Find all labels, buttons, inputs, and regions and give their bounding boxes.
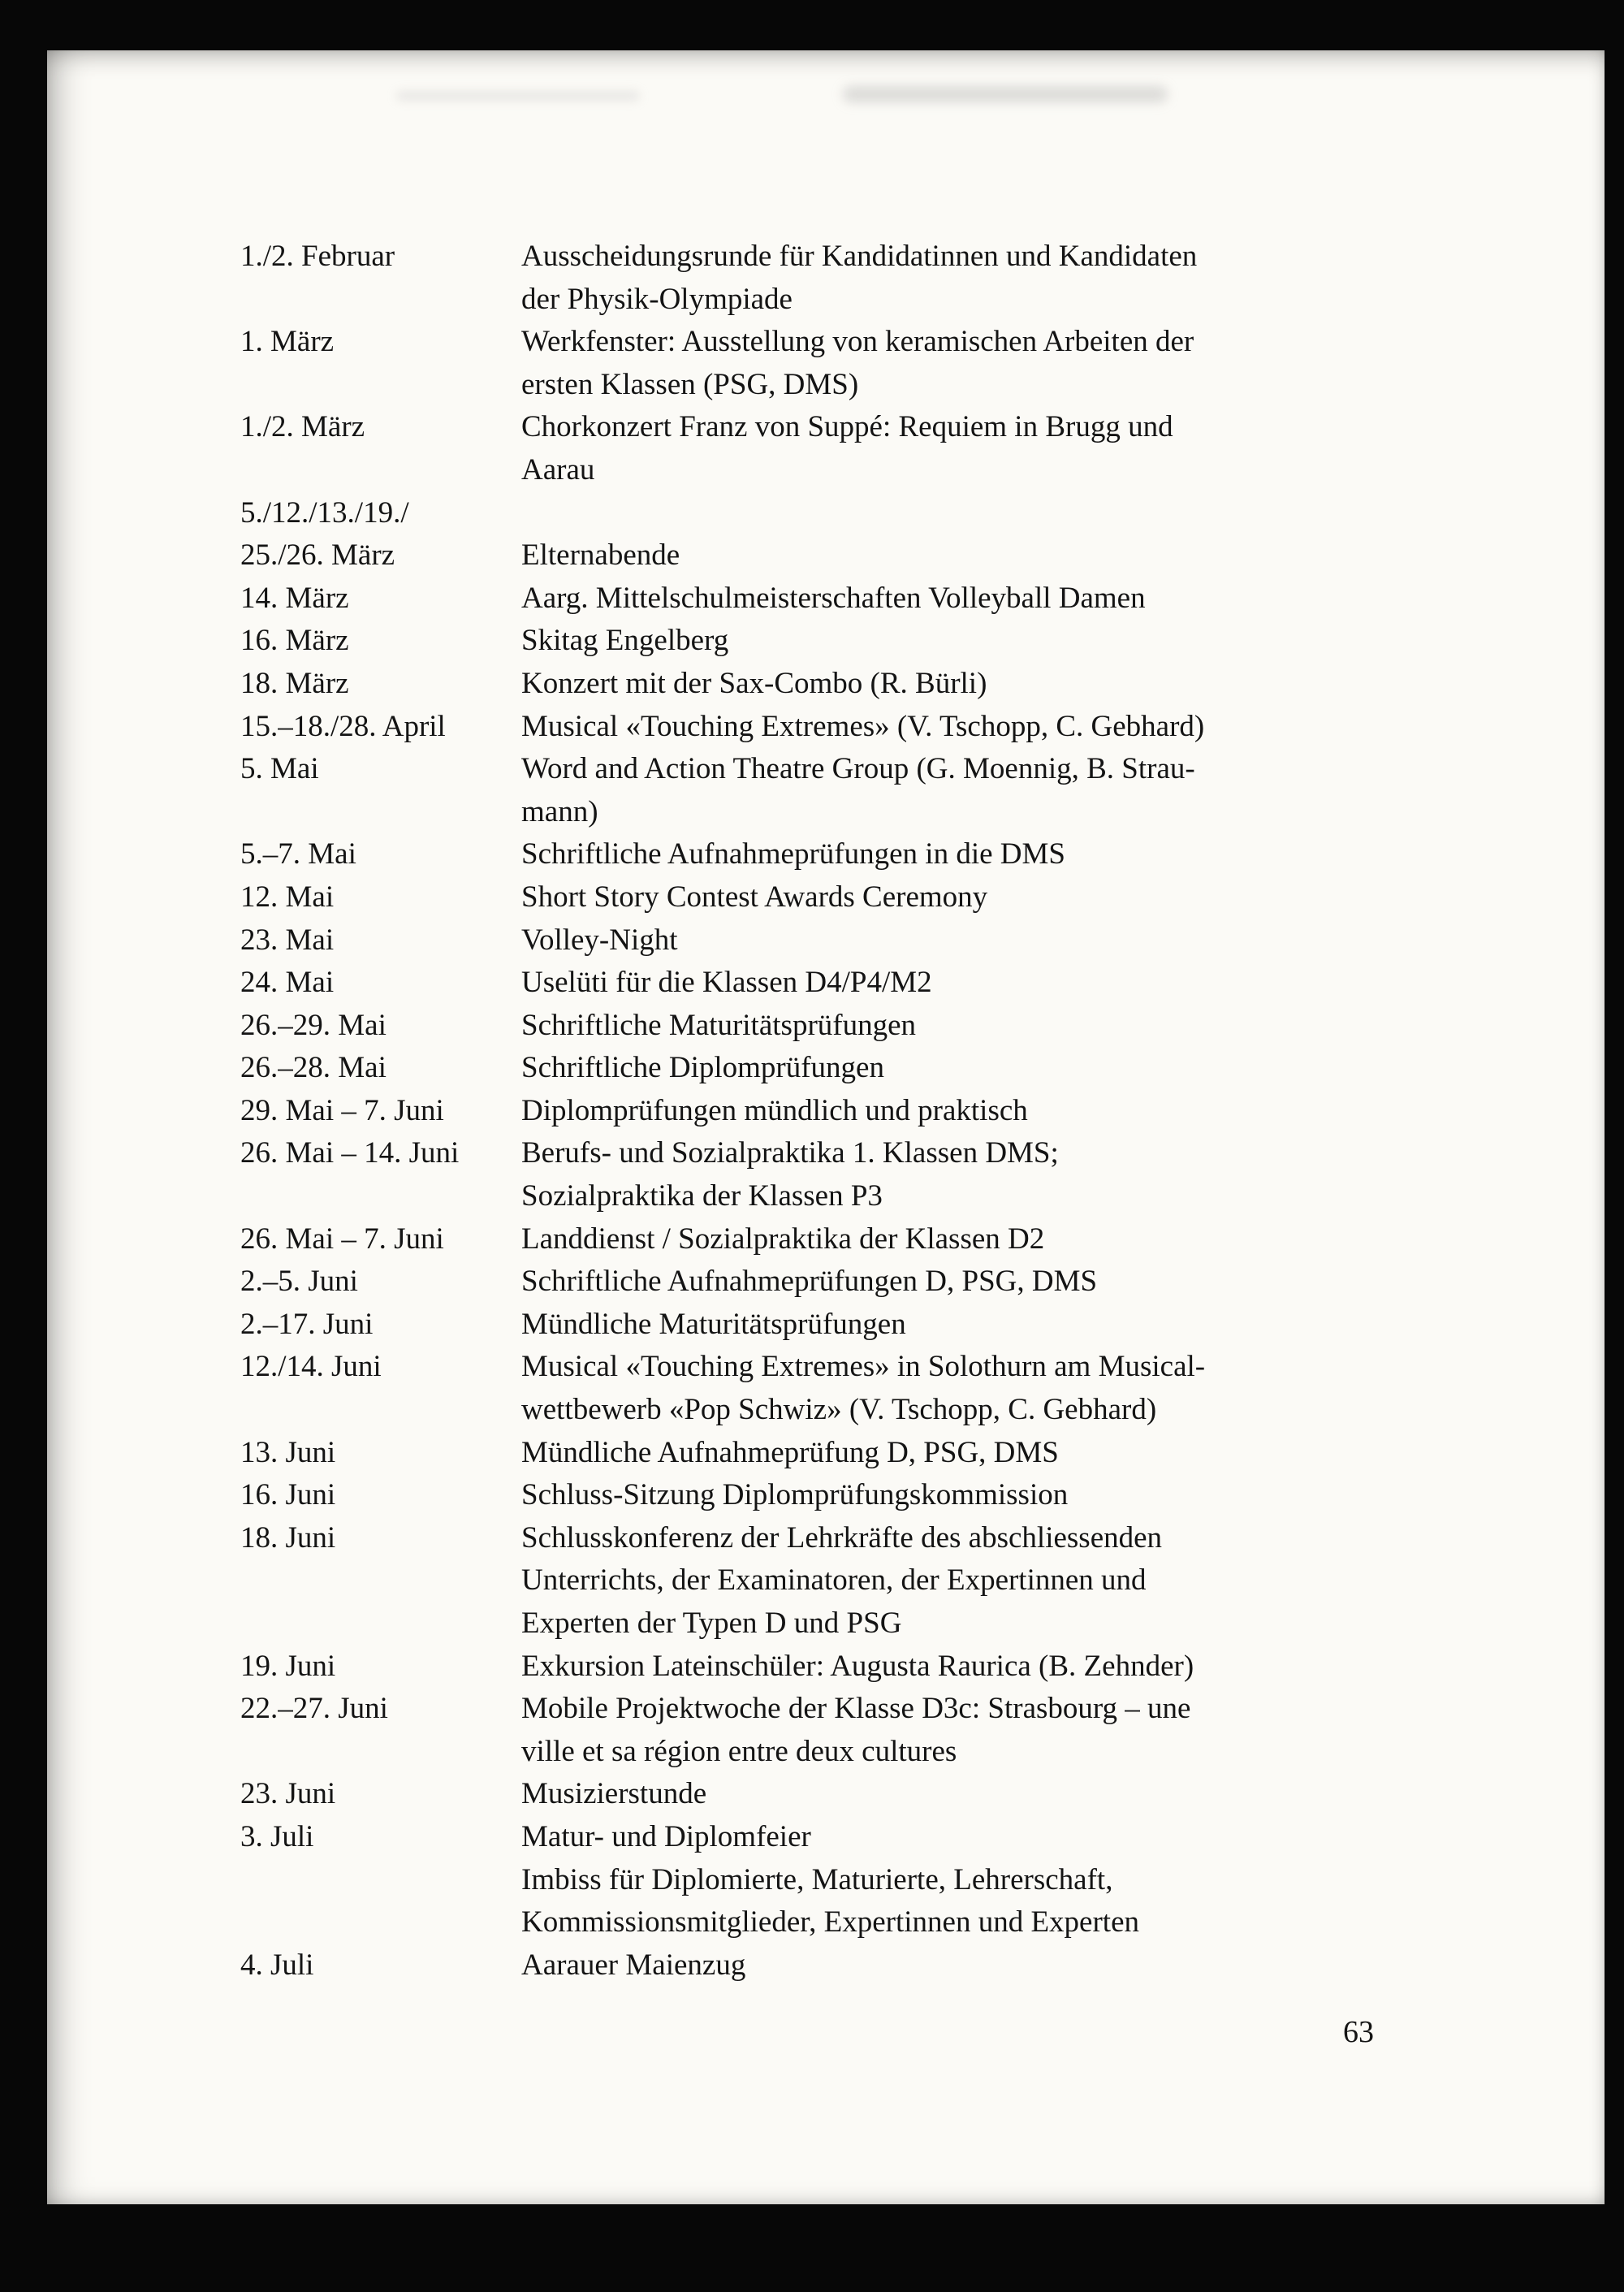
event-date: 12. Mai	[240, 880, 335, 914]
event-text: Mobile Projektwoche der Klasse D3c: Strasbourg – une	[521, 1692, 1191, 1726]
event-date: 1. März	[240, 325, 335, 359]
scan-artifact	[396, 91, 640, 101]
event-row	[240, 1218, 1377, 1261]
event-row	[240, 1474, 1377, 1517]
event-row	[240, 364, 1377, 407]
event-text: Exkursion Lateinschüler: Augusta Raurica (B. Zehnder)	[521, 1649, 1194, 1683]
event-date: 5./12./13./19./	[240, 495, 409, 530]
event-text: Uselüti für die Klassen D4/P4/M2	[521, 966, 932, 1000]
event-row	[240, 620, 1377, 663]
event-date: 26. Mai – 14. Juni	[240, 1136, 460, 1170]
event-row	[240, 1132, 1377, 1175]
event-row	[240, 492, 1377, 535]
event-text: Diplomprüfungen mündlich und praktisch	[521, 1093, 1028, 1127]
event-text: Schriftliche Diplomprüfungen	[521, 1051, 884, 1085]
event-date: 2.–17. Juni	[240, 1307, 374, 1341]
event-text: Matur- und Diplomfeier	[521, 1819, 811, 1853]
event-row	[240, 1901, 1377, 1944]
event-text: Schriftliche Aufnahmeprüfungen in die DMS	[521, 837, 1065, 871]
event-date: 13. Juni	[240, 1435, 336, 1469]
event-row	[240, 1005, 1377, 1048]
event-text: Kommissionsmitglieder, Expertinnen und Experten	[521, 1905, 1139, 1940]
event-text: Schriftliche Maturitätsprüfungen	[521, 1008, 917, 1042]
event-date: 5.–7. Mai	[240, 837, 356, 871]
event-date: 16. März	[240, 624, 349, 658]
event-row	[240, 919, 1377, 962]
event-row	[240, 1773, 1377, 1816]
event-text: Schriftliche Aufnahmeprüfungen D, PSG, DMS	[521, 1265, 1098, 1299]
event-text: Ausscheidungsrunde für Kandidatinnen und Kandidaten	[521, 240, 1198, 273]
event-row	[240, 833, 1377, 876]
event-text: Imbiss für Diplomierte, Maturierte, Lehrerschaft,	[521, 1862, 1113, 1896]
event-row	[240, 876, 1377, 919]
event-date: 26. Mai – 7. Juni	[240, 1222, 444, 1256]
event-row	[240, 962, 1377, 1005]
event-date: 23. Mai	[240, 923, 335, 957]
event-date: 23. Juni	[240, 1777, 336, 1811]
event-text: Short Story Contest Awards Ceremony	[521, 880, 988, 914]
event-row	[240, 321, 1377, 364]
event-text: Sozialpraktika der Klassen P3	[521, 1179, 883, 1213]
event-row	[240, 449, 1377, 492]
event-date: 15.–18./28. April	[240, 709, 446, 743]
event-text: Aarauer Maienzug	[521, 1948, 746, 1982]
event-date: 3. Juli	[240, 1819, 314, 1853]
event-row	[240, 577, 1377, 621]
event-text: Schluss-Sitzung Diplomprüfungskommission	[521, 1478, 1069, 1512]
event-date: 1./2. Februar	[240, 240, 395, 273]
event-text: Musical «Touching Extremes» in Solothurn am Musical-	[521, 1350, 1206, 1384]
event-text: Konzert mit der Sax-Combo (R. Bürli)	[521, 666, 987, 700]
event-row	[240, 663, 1377, 706]
event-row	[240, 1432, 1377, 1475]
event-text: mann)	[521, 794, 598, 828]
event-text: Aarau	[521, 452, 595, 487]
event-row	[240, 1688, 1377, 1731]
event-date: 29. Mai – 7. Juni	[240, 1093, 444, 1127]
page-number: 63	[1343, 2015, 1374, 2050]
event-row	[240, 406, 1377, 449]
event-row	[240, 1304, 1377, 1347]
event-date: 12./14. Juni	[240, 1350, 382, 1384]
event-date: 25./26. März	[240, 538, 395, 573]
event-date: 5. Mai	[240, 752, 319, 786]
event-row	[240, 791, 1377, 834]
event-row	[240, 1859, 1377, 1902]
event-text: Word and Action Theatre Group (G. Moennig, B. Strau-	[521, 752, 1195, 786]
event-row	[240, 1175, 1377, 1218]
event-text: Experten der Typen D und PSG	[521, 1607, 902, 1640]
event-text: Schlusskonferenz der Lehrkräfte des abschliessenden	[521, 1520, 1163, 1555]
event-row	[240, 1944, 1377, 1987]
event-text: Chorkonzert Franz von Suppé: Requiem in Brugg und	[521, 410, 1173, 444]
event-text: Landdienst / Sozialpraktika der Klassen D2	[521, 1222, 1045, 1256]
event-date: 26.–29. Mai	[240, 1008, 387, 1042]
event-text: Unterrichts, der Examinatoren, der Expertinnen und	[521, 1563, 1147, 1598]
event-row	[240, 706, 1377, 749]
event-date: 14. März	[240, 581, 349, 615]
event-row	[240, 279, 1377, 322]
event-date: 26.–28. Mai	[240, 1051, 387, 1085]
event-date: 4. Juli	[240, 1948, 314, 1982]
event-text: Mündliche Aufnahmeprüfung D, PSG, DMS	[521, 1435, 1059, 1469]
event-row	[240, 1731, 1377, 1774]
event-date: 2.–5. Juni	[240, 1265, 358, 1299]
event-text: Musizierstunde	[521, 1777, 707, 1811]
event-row	[240, 1261, 1377, 1304]
event-row	[240, 236, 1377, 279]
event-row	[240, 1517, 1377, 1560]
event-date: 18. März	[240, 666, 349, 700]
page	[47, 50, 1605, 2204]
event-text: Skitag Engelberg	[521, 624, 729, 658]
event-row	[240, 1816, 1377, 1859]
event-date: 19. Juni	[240, 1649, 336, 1683]
event-row	[240, 534, 1377, 577]
event-text: der Physik-Olympiade	[521, 282, 793, 316]
event-date: 16. Juni	[240, 1478, 336, 1512]
event-row	[240, 1389, 1377, 1432]
event-text: Volley-Night	[521, 923, 678, 957]
event-row	[240, 1090, 1377, 1133]
event-row	[240, 1047, 1377, 1090]
event-text: wettbewerb «Pop Schwiz» (V. Tschopp, C. Gebhard)	[521, 1393, 1157, 1427]
event-date: 18. Juni	[240, 1520, 336, 1555]
page-content	[240, 236, 1377, 2054]
event-text: Werkfenster: Ausstellung von keramischen Arbeiten der	[521, 325, 1194, 359]
events-list	[240, 236, 1377, 1987]
event-row	[240, 1645, 1377, 1689]
event-row	[240, 1346, 1377, 1389]
event-text: Musical «Touching Extremes» (V. Tschopp, C. Gebhard)	[521, 709, 1205, 743]
event-text: Aarg. Mittelschulmeisterschaften Volleyball Damen	[521, 581, 1146, 615]
scan-artifact	[843, 86, 1168, 102]
event-row	[240, 1559, 1377, 1602]
event-date: 22.–27. Juni	[240, 1692, 388, 1726]
event-text: ersten Klassen (PSG, DMS)	[521, 367, 859, 401]
event-text: ville et sa région entre deux cultures	[521, 1734, 957, 1768]
event-date: 24. Mai	[240, 966, 335, 1000]
event-text: Mündliche Maturitätsprüfungen	[521, 1307, 906, 1341]
event-row	[240, 1602, 1377, 1645]
event-row	[240, 748, 1377, 791]
event-date: 1./2. März	[240, 410, 365, 444]
event-text: Berufs- und Sozialpraktika 1. Klassen DMS;	[521, 1136, 1059, 1170]
event-text: Elternabende	[521, 538, 680, 573]
